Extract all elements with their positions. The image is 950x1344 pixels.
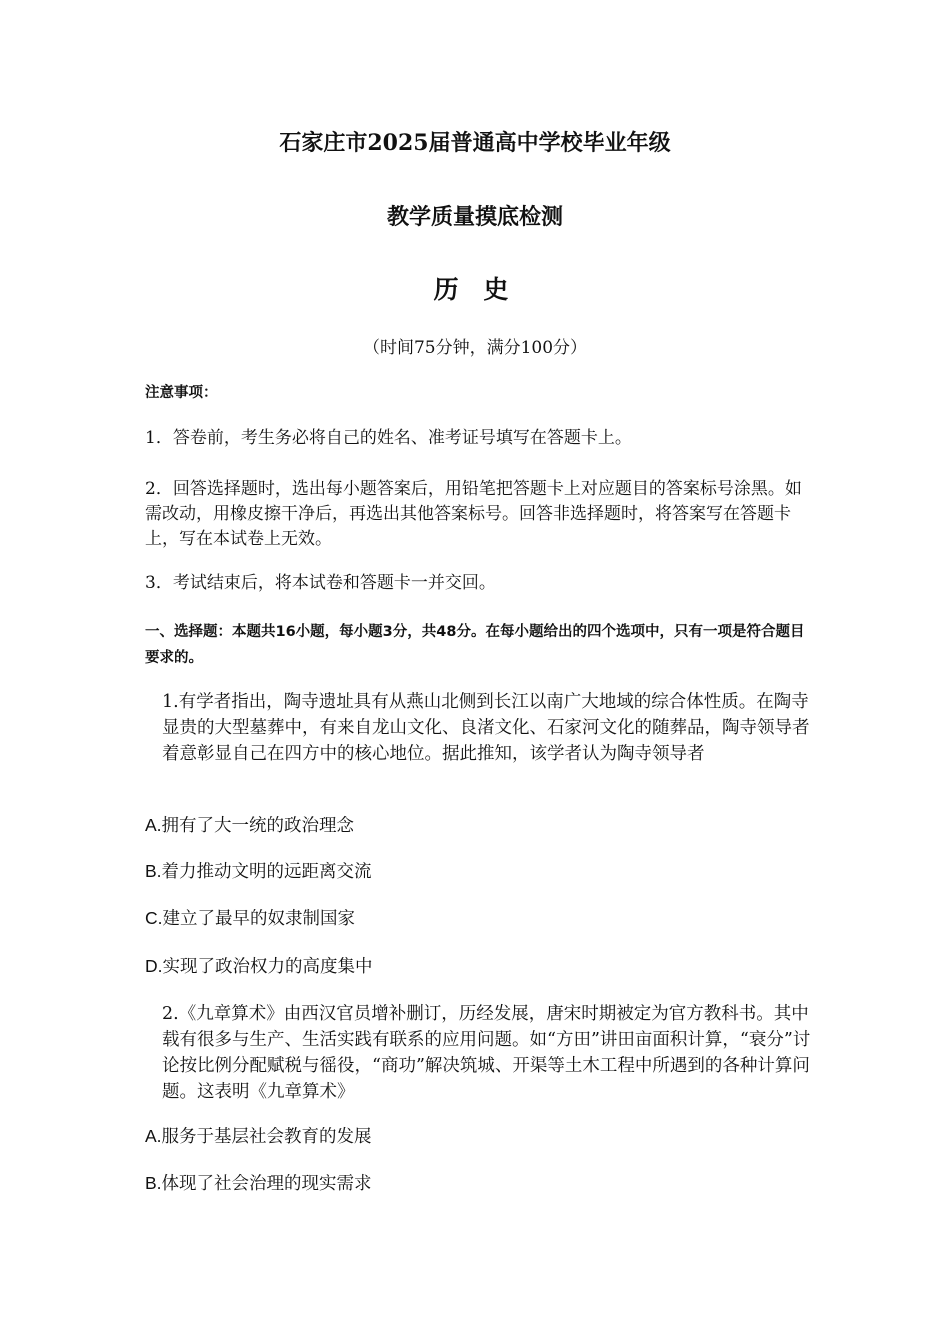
notice-item-1: 1．答卷前，考生务必将自己的姓名、准考证号填写在答题卡上。: [145, 428, 632, 448]
option-letter: C.: [145, 908, 163, 928]
option-letter: B.: [145, 861, 162, 881]
option-letter: A.: [145, 1126, 162, 1146]
subject-title: 历 史: [433, 275, 517, 304]
option-text: 实现了政治权力的高度集中: [162, 957, 373, 977]
option-text: 着力推动文明的远距离交流: [161, 862, 372, 882]
option-text: 服务于基层社会教育的发展: [161, 1127, 372, 1147]
notice-item-3: 3．考试结束后，将本试卷和答题卡一并交回。: [145, 573, 496, 593]
question-1-stem: 1.有学者指出，陶寺遗址具有从燕山北侧到长江以南广大地域的综合体性质。在陶寺显贵的大型墓葬中，有来自龙山文化、良渚文化、石家河文化的随葬品，陶寺领导者着意彰显自己在四方中的核心地位。据此推知，该学者认为陶寺领导者: [162, 692, 810, 764]
option-text: 拥有了大一统的政治理念: [161, 816, 355, 836]
section-heading: 一、选择题：本题共16小题，每小题3分，共48分。在每小题给出的四个选项中，只有一项是符合题目要求的。: [145, 624, 805, 666]
option-letter: A.: [145, 815, 162, 835]
notice-item-2: 2．回答选择题时，选出每小题答案后，用铅笔把答题卡上对应题目的答案标号涂黑。如需改动，用橡皮擦干净后，再选出其他答案标号。回答非选择题时，将答案写在答题卡上，写在本试卷上无效。: [145, 479, 802, 549]
exam-title-line1: 石家庄市2025届普通高中学校毕业年级: [279, 130, 671, 156]
question-1-option-a: [145, 812, 795, 839]
question-1-option-c: [145, 905, 795, 932]
question-2-option-a: [145, 1123, 795, 1150]
question-1-option-b: [145, 858, 795, 885]
question-2-stem: 2.《九章算术》由西汉官员增补删订，历经发展，唐宋时期被定为官方教科书。其中载有很多与生产、生活实践有联系的应用问题。如“方田”讲田亩面积计算，“衰分”讨论按比例分配赋税与徭役，“商功”解决筑城、开渠等土木工程中所遇到的各种计算问题。这表明《九章算术》: [162, 1004, 811, 1102]
exam-title-line2: 教学质量摸底检测: [386, 204, 563, 230]
question-2-option-b: [145, 1170, 795, 1197]
option-letter: B.: [145, 1173, 162, 1193]
notice-heading: 注意事项：: [145, 385, 218, 401]
option-letter: D.: [145, 956, 163, 976]
option-text: 建立了最早的奴隶制国家: [162, 909, 355, 929]
time-info: （时间75分钟，满分100分）: [362, 338, 588, 358]
question-1-option-d: [145, 953, 795, 980]
option-text: 体现了社会治理的现实需求: [161, 1174, 372, 1194]
